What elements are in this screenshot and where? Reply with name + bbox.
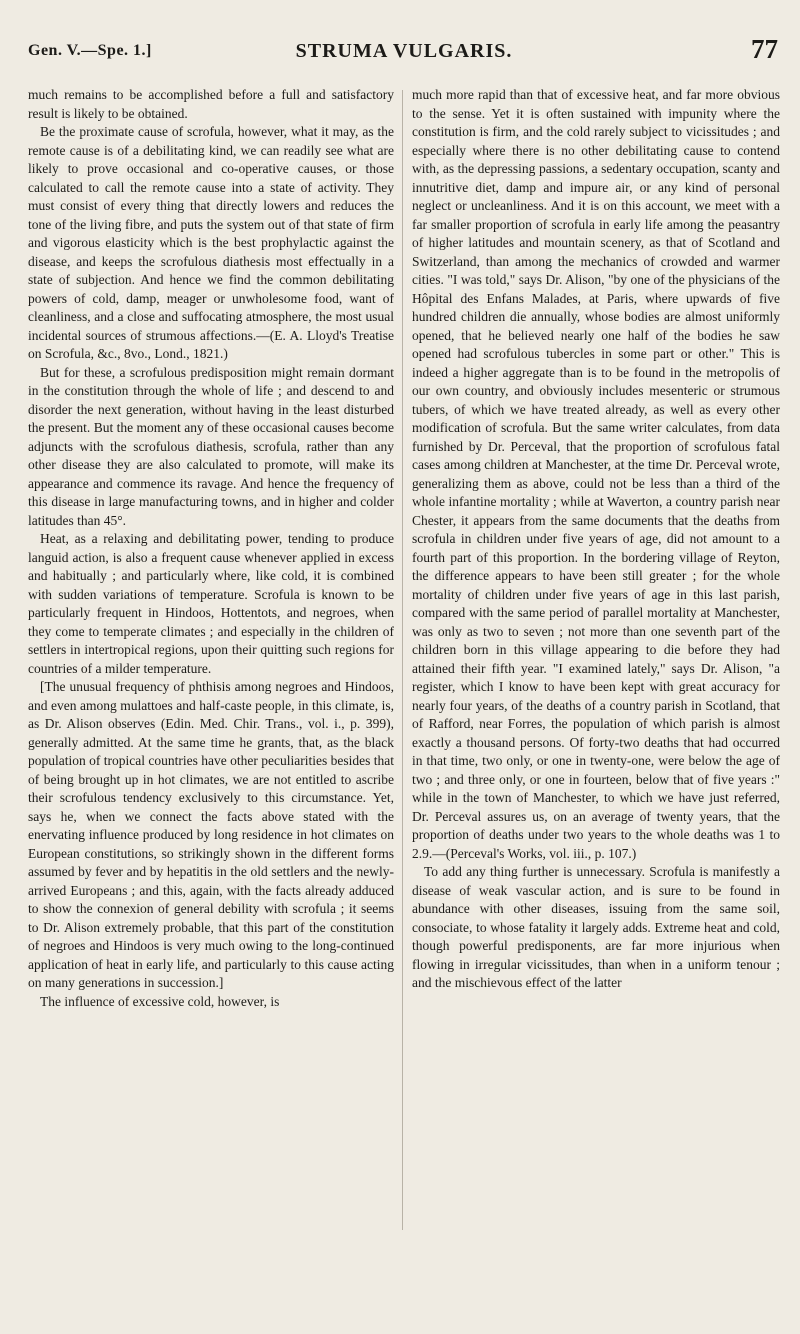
paragraph: much remains to be accomplished before a full and satisfactory result is likely to be obtained.: [28, 87, 394, 121]
running-header: [28, 30, 780, 70]
paragraph: much more rapid than that of excessive heat, and far more obvious to the sense. Yet it is often sustained with impunity where the constitution is firm, and the cold rarely subject to vicissitudes ; and especially where there is no other debilitating cause to contend with, as the depressing passions, a sedentary occupation, scanty and innutritive diet, damp and impure air, or any kind of personal neglect or uncleanliness. And it is on this account, we meet with a far smaller proportion of scrofula in early life among the peasantry of higher latitudes and mountain scenery, as that of Scotland and Switzerland, than among the mechanics of crowded and warmer cities. "I was told," says Dr. Alison, "by one of the physicians of the Hôpital des Enfans Malades, at Paris, where upwards of five hundred children die annually, whose bodies are almost uniformly opened, that he believed nearly one half of the bodies he saw opened had scrofulous tubercles in some part or other." This is indeed a higher aggregate than is to be found in the metropolis of our own country, and obviously includes mesenteric or strumous tubers, of which we have treated already, as well as every other modification of scrofula. But the same writer calculates, from data furnished by Dr. Perceval, that the proportion of scrofulous fatal cases among children at Manchester, at the time Dr. Perceval wrote, generalizing them as above, could not be less than a third of the whole infantine mortality ; while at Waverton, a country parish near Chester, it appears from the same documents that the deaths from scrofula in children under five years of age, did not amount to a fourth part of this proportion. In the bordering village of Reyton, the difference appears to have been still greater ; for the whole mortality of children under five years of age in this last parish, compared with the same period of parallel mortality at Manchester, was only as two to seven ; not more than one seventh part of the children born in this village appearing to die before they had attained their fifth year. "I examined lately," says Dr. Alison, "a register, which I know to have been kept with great accuracy for nearly four years, of the deaths of a country parish in Scotland, that of Rafford, near Forres, the population of which parish is almost exactly a thousand persons. Of forty-two deaths that had occurred in that time, two only, or one in twenty-one, were below the age of two ; and three only, or one in fourteen, below that of five years :" while in the town of Manchester, to which we have just referred, Dr. Perceval assures us, on an average of twenty years, that the proportion of deaths under two years to the whole deaths was 1 to 2.9.—(Perceval's Works, vol. iii., p. 107.): [412, 87, 780, 861]
paragraph: Be the proximate cause of scrofula, however, what it may, as the remote cause is of a debilitating kind, we can readily see what are likely to prove occasional and co-operative causes, or those calculated to call the remote cause into a state of activity. They must consist of every thing that directly lowers and reduces the tone of the living fibre, and puts the system out of that state of firm and vigorous elasticity which is the best prophylactic against the disease, and keeps the scrofulous diathesis most effectually in a state of subjection. And hence we find the common debilitating powers of cold, damp, meager or unwholesome food, want of cleanliness, and a close and suffocating atmosphere, the most usual incidental sources of strumous affections.—(E. A. Lloyd's Treatise on Scrofula, &c., 8vo., Lond., 1821.): [28, 124, 394, 361]
right-column: [412, 86, 780, 993]
paragraph: To add any thing further is unnecessary. Scrofula is manifestly a disease of weak vascular action, and is sure to be found in abundance with other diseases, issuing from the same soil, consociate, to whose fatality it largely adds. Extreme heat and cold, though powerful predisponents, are far more injurious when flowing in irregular vicissitudes, than when in a uniform tenour ; and the mischievous effect of the latter: [412, 864, 780, 990]
paragraph: Heat, as a relaxing and debilitating power, tending to produce languid action, is also a frequent cause whenever applied in excess and habitually ; and particularly where, like cold, it is combined with sudden variations of temperature. Scrofula is known to be particularly frequent in Hindoos, Hottentots, and negroes, when they come to temperate climates ; and especially in the children of settlers in intertropical regions, upon their quitting such regions for countries of a milder temperature.: [28, 531, 394, 676]
left-column: [28, 86, 394, 1011]
paragraph: But for these, a scrofulous predisposition might remain dormant in the constitution through the whole of life ; and descend to and disorder the next generation, without having in the least disturbed the present. But the moment any of these occasional causes become adjuncts with the scrofulous diathesis, scrofula, rather than any other disease they are also calculated to promote, will make its appearance and commence its ravage. And hence the frequency of this disease in large manufacturing towns, and in higher and colder latitudes than 45°.: [28, 364, 394, 528]
section-reference: Gen. V.—Spe. 1.]: [28, 42, 152, 59]
paragraph: [The unusual frequency of phthisis among negroes and Hindoos, and even among mulattoes and half-caste people, in this climate, is, as Dr. Alison observes (Edin. Med. Chir. Trans., vol. i., p. 399), generally admitted. At the same time he grants, that, as the black population of tropical countries have other peculiarities besides that of being brought up in hot climates, we are not entitled to ascribe their scrofulous tendency exclusively to this circumstance. Yet, says he, when we connect the facts above stated with the enervating influence produced by long residence in hot climates on European constitutions, so strikingly shown in the different forms assumed by fever and by hepatitis in the old settlers and the newly-arrived Europeans ; and this, again, with the facts already adduced to show the connexion of general debility with scrofula ; it seems to Dr. Alison extremely probable, that this part of the constitution of negroes and Hindoos is very much owing to the long-continued application of heat in early life, and particularly to this cause acting on many generations in succession.]: [28, 679, 394, 990]
running-title: STRUMA VULGARIS.: [295, 40, 513, 62]
page-number: 77: [751, 34, 778, 64]
column-divider: [402, 90, 403, 1230]
paragraph: The influence of excessive cold, however, is: [40, 993, 280, 1009]
